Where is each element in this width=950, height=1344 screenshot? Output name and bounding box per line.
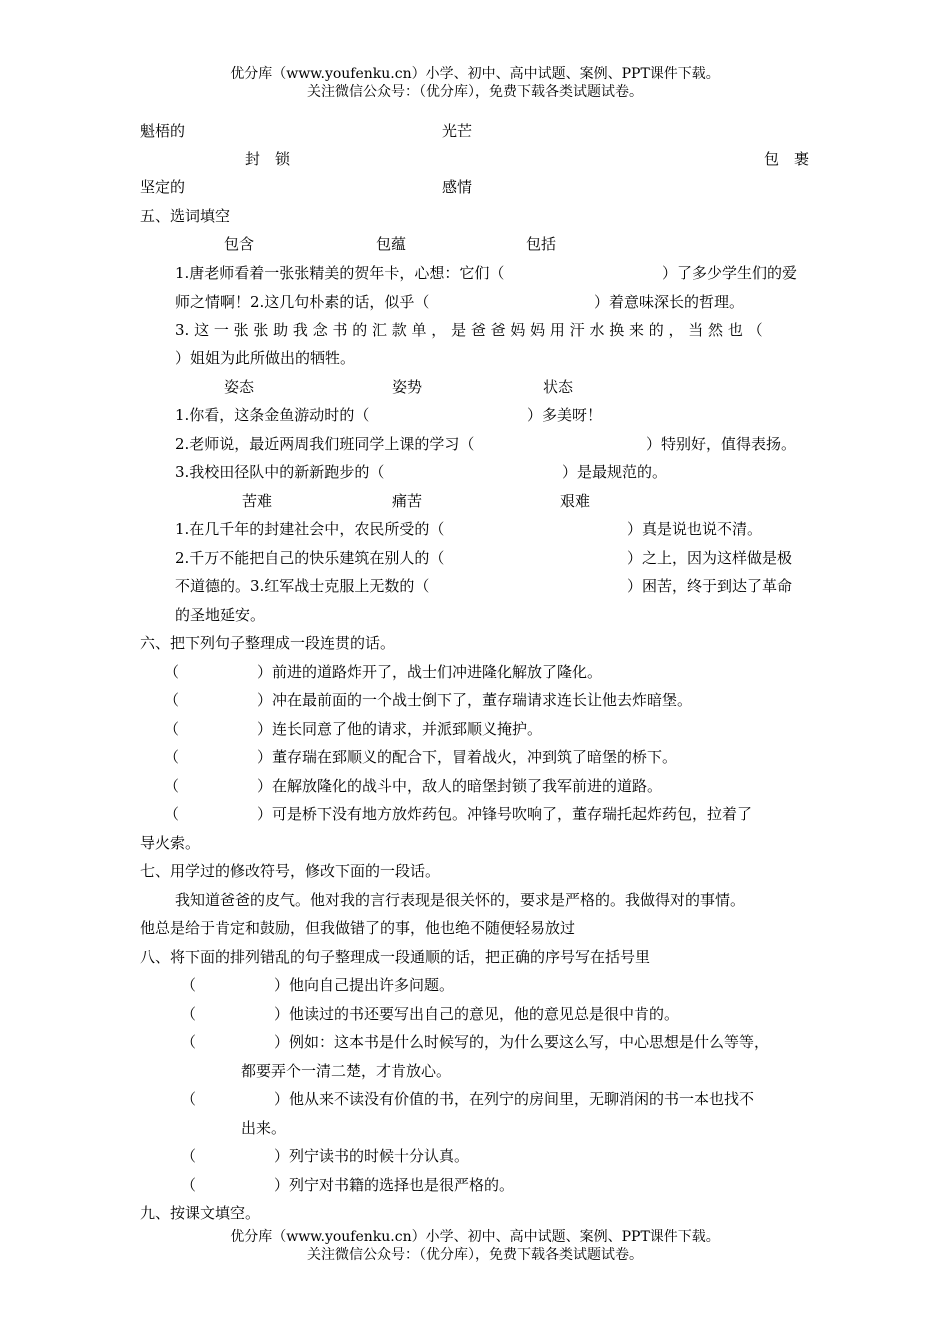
s5-g2-q3-b: ）是最规范的。: [562, 463, 668, 481]
paren-open: （: [164, 805, 180, 823]
footer-line-1: 优分库（www.youfenku.cn）小学、初中、高中试题、案例、PPT课件下载。: [230, 1229, 720, 1245]
section-7-title: 七、用学过的修改符号，修改下面的一段话。: [140, 862, 441, 880]
s8-item-wrap: 都要弄个一清二楚，才肯放心。: [241, 1062, 452, 1080]
s8-item: ）他从来不读没有价值的书，在列宁的房间里，无聊消闲的书一本也找不: [274, 1090, 755, 1108]
paren-open: （: [164, 777, 180, 795]
paren-open: （: [181, 1147, 197, 1165]
s5-g1-q1-a: 1.唐老师看着一张张精美的贺年卡，心想：它们（: [175, 264, 505, 282]
match-mid-left: 封 锁: [245, 150, 291, 168]
s8-item: ）列宁读书的时候十分认真。: [274, 1147, 470, 1165]
s6-item: ）连长同意了他的请求，并派郅顺义掩护。: [257, 720, 543, 738]
s8-item-wrap: 出来。: [241, 1119, 287, 1137]
s5-g3-q2-b: ）之上，因为这样做是极: [627, 549, 793, 567]
match-right-2: 感情: [442, 178, 473, 196]
s6-wrap: 导火索。: [140, 834, 201, 852]
s8-item: ）列宁对书籍的选择也是很严格的。: [274, 1176, 515, 1194]
s5-g2-q1-b: ）多美呀！: [527, 406, 603, 424]
s5-g2-q2-a: 2.老师说，最近两周我们班同学上课的学习（: [175, 435, 475, 453]
s8-item: ）例如：这本书是什么时候写的，为什么要这么写，中心思想是什么等等，: [274, 1033, 770, 1051]
s5-g3-q1-b: ）真是说也说不清。: [627, 520, 763, 538]
s5-g3-q3-e: 的圣地延安。: [175, 606, 266, 624]
word-option: 艰难: [560, 492, 591, 510]
s5-g1-q3-b: ）姐姐为此所做出的牺牲。: [175, 349, 356, 367]
s8-item: ）他读过的书还要写出自己的意见，他的意见总是很中肯的。: [274, 1005, 680, 1023]
section-8-title: 八、将下面的排列错乱的句子整理成一段通顺的话，把正确的序号写在括号里: [140, 948, 651, 966]
word-option: 姿态: [224, 378, 255, 396]
s5-g2-q3-a: 3.我校田径队中的新新跑步的（: [175, 463, 385, 481]
section-5-title: 五、选词填空: [140, 207, 231, 225]
paren-open: （: [181, 976, 197, 994]
header-line-1: 优分库（www.youfenku.cn）小学、初中、高中试题、案例、PPT课件下载。: [230, 66, 720, 82]
s7-paragraph-1: 我知道爸爸的皮气。他对我的言行表现是很关怀的，要求是严格的。我做得对的事情。: [175, 891, 746, 909]
s6-item: ）前进的道路炸开了，战士们冲进隆化解放了隆化。: [257, 663, 603, 681]
paren-open: （: [164, 720, 180, 738]
word-option: 包括: [526, 235, 557, 253]
word-option: 状态: [543, 378, 574, 396]
s6-item: ）冲在最前面的一个战士倒下了，董存瑞请求连长让他去炸暗堡。: [257, 691, 693, 709]
section-9-title: 九、按课文填空。: [140, 1204, 261, 1222]
s8-item: ）他向自己提出许多问题。: [274, 976, 455, 994]
s6-item: ）在解放隆化的战斗中，敌人的暗堡封锁了我军前进的道路。: [257, 777, 663, 795]
footer-line-2: 关注微信公众号：（优分库），免费下载各类试题试卷。: [307, 1247, 643, 1263]
header-line-2: 关注微信公众号：（优分库），免费下载各类试题试卷。: [307, 84, 643, 100]
s6-item: ）可是桥下没有地方放炸药包。冲锋号吹响了，董存瑞托起炸药包，拉着了: [257, 805, 753, 823]
s5-g3-q2-c: 不道德的。3.红军战士克服上无数的（: [175, 577, 430, 595]
paren-open: （: [181, 1176, 197, 1194]
word-option: 痛苦: [392, 492, 423, 510]
paren-open: （: [181, 1090, 197, 1108]
word-option: 包含: [224, 235, 255, 253]
match-mid-right: 包 裹: [764, 150, 810, 168]
word-option: 姿势: [392, 378, 423, 396]
paren-open: （: [164, 691, 180, 709]
s5-g1-q1-d: ）着意味深长的哲理。: [594, 293, 745, 311]
s6-item: ）董存瑞在郅顺义的配合下，冒着战火，冲到筑了暗堡的桥下。: [257, 748, 678, 766]
match-right-1: 光芒: [442, 122, 473, 140]
paren-open: （: [164, 663, 180, 681]
paren-open: （: [181, 1033, 197, 1051]
s5-g2-q1-a: 1.你看，这条金鱼游动时的（: [175, 406, 370, 424]
word-option: 包蕴: [376, 235, 407, 253]
match-left-2: 坚定的: [140, 178, 186, 196]
s5-g2-q2-b: ）特别好，值得表扬。: [646, 435, 797, 453]
section-6-title: 六、把下列句子整理成一段连贯的话。: [140, 634, 396, 652]
s5-g1-q1-c: 师之情啊！2.这几句朴素的话，似乎（: [175, 293, 430, 311]
s5-g3-q2-d: ）困苦，终于到达了革命: [627, 577, 793, 595]
s7-paragraph-2: 他总是给于肯定和鼓励，但我做错了的事，他也绝不随便轻易放过: [140, 919, 576, 937]
paren-open: （: [164, 748, 180, 766]
s5-g1-q3-a: 3. 这 一 张 张 助 我 念 书 的 汇 款 单 ， 是 爸 爸 妈 妈 用 汗 水 换 来 的 ， 当 然 也 （: [175, 321, 763, 339]
word-option: 苦难: [242, 492, 273, 510]
s5-g1-q1-b: ）了多少学生们的爱: [662, 264, 798, 282]
paren-open: （: [181, 1005, 197, 1023]
s5-g3-q1-a: 1.在几千年的封建社会中，农民所受的（: [175, 520, 445, 538]
s5-g3-q2-a: 2.千万不能把自己的快乐建筑在别人的（: [175, 549, 445, 567]
match-left-1: 魁梧的: [140, 122, 186, 140]
